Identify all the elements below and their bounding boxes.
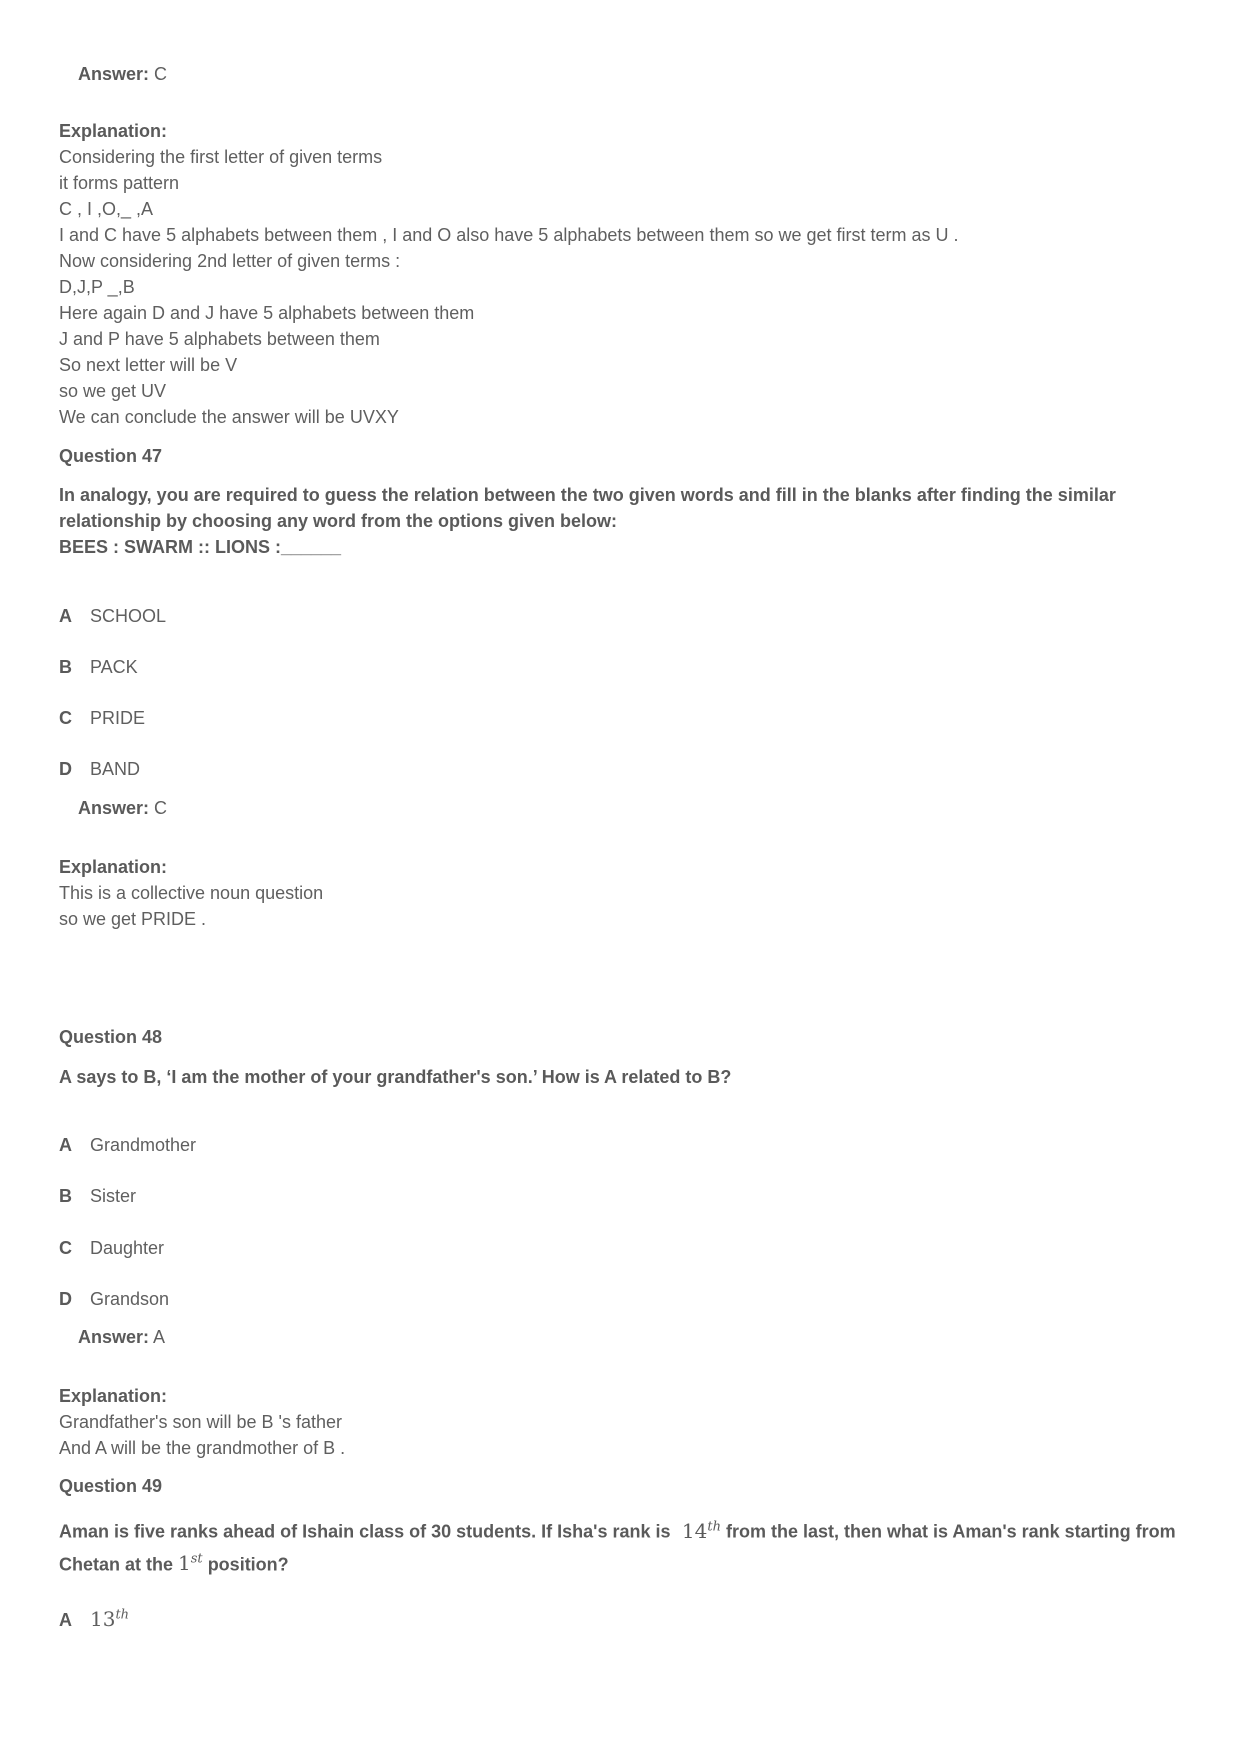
answer-row [78, 798, 167, 819]
question-title: Question 48 [59, 1027, 163, 1047]
explanation-line: Here again D and J have 5 alphabets between them [59, 303, 475, 323]
explanation-line: so we get UV [59, 381, 167, 401]
option-d[interactable] [59, 759, 140, 780]
rank-expression [178, 1551, 203, 1575]
explanation-line: And A will be the grandmother of B . [59, 1438, 346, 1458]
question-title: Question 49 [59, 1476, 163, 1496]
option-letter: A [59, 606, 72, 626]
question-title: Question 47 [59, 446, 163, 466]
option-text: BAND [90, 759, 141, 779]
option-a[interactable] [59, 1135, 196, 1156]
option-b[interactable] [59, 657, 138, 678]
option-a[interactable] [59, 1607, 129, 1631]
answer-label: Answer: [78, 1327, 150, 1347]
answer-label: Answer: [78, 798, 150, 818]
rank-expression [676, 1519, 721, 1543]
question-text: A says to B, ‘I am the mother of your grandfather's son.’ How is A related to B? [59, 1067, 732, 1087]
rank-base: 13 [90, 1607, 116, 1631]
explanation-label: Explanation: [59, 121, 168, 141]
option-letter: D [59, 1289, 72, 1309]
question-text-part: Chetan at the [59, 1554, 174, 1575]
question-text [59, 482, 1179, 560]
option-letter: B [59, 657, 72, 677]
rank-base: 14 [681, 1518, 708, 1543]
explanation-line: Grandfather's son will be B 's father [59, 1412, 343, 1432]
explanation-line: Now considering 2nd letter of given terms : [59, 251, 401, 271]
option-text: Grandson [90, 1289, 170, 1309]
option-letter: A [59, 1135, 72, 1155]
answer-label: Answer: [78, 64, 150, 84]
explanation-line: it forms pattern [59, 173, 180, 193]
explanation-block [59, 118, 959, 430]
explanation-block [59, 854, 323, 932]
option-a[interactable] [59, 606, 166, 627]
option-letter: A [59, 1610, 72, 1630]
option-letter: B [59, 1186, 72, 1206]
question-text-line: relationship by choosing any word from the options given below: [59, 511, 618, 531]
option-text: Daughter [90, 1238, 165, 1258]
option-d[interactable] [59, 1289, 169, 1310]
explanation-line: We can conclude the answer will be UVXY [59, 407, 399, 427]
answer-row [78, 64, 167, 85]
option-c[interactable] [59, 708, 145, 729]
explanation-line: I and C have 5 alphabets between them , I and O also have 5 alphabets between them so we get first term as U . [59, 225, 959, 245]
question-text [59, 1513, 1179, 1578]
explanation-block [59, 1383, 345, 1461]
explanation-line: This is a collective noun question [59, 883, 324, 903]
explanation-label: Explanation: [59, 857, 168, 877]
option-letter: C [59, 708, 72, 728]
question-text-part: from the last, then what is Aman's rank starting from [725, 1521, 1176, 1542]
rank-base: 1 [178, 1551, 191, 1576]
question-text-part: position? [207, 1554, 289, 1575]
option-text: Sister [90, 1186, 137, 1206]
option-text: Grandmother [90, 1135, 197, 1155]
answer-row [78, 1327, 165, 1348]
rank-suffix: th [115, 1607, 130, 1623]
explanation-line: C , I ,O,_ ,A [59, 199, 154, 219]
explanation-line: So next letter will be V [59, 355, 238, 375]
option-text: SCHOOL [90, 606, 167, 626]
rank-suffix: st [190, 1551, 203, 1567]
explanation-line: so we get PRIDE . [59, 909, 207, 929]
explanation-line: D,J,P _,B [59, 277, 135, 297]
question-text-line: In analogy, you are required to guess the relation between the two given words and fill in the blanks after finding the similar [59, 485, 1116, 505]
option-text: PACK [90, 657, 138, 677]
rank-suffix: th [707, 1519, 721, 1534]
option-text [90, 1607, 129, 1631]
explanation-line: Considering the first letter of given terms [59, 147, 383, 167]
option-letter: D [59, 759, 72, 779]
option-text: PRIDE [90, 708, 146, 728]
option-c[interactable] [59, 1238, 164, 1259]
answer-value: A [153, 1327, 166, 1347]
explanation-line: J and P have 5 alphabets between them [59, 329, 380, 349]
question-text-line: BEES : SWARM :: LIONS :______ [59, 537, 342, 557]
explanation-label: Explanation: [59, 1386, 168, 1406]
answer-value: C [154, 64, 168, 84]
question-text-part: Aman is five ranks ahead of Ishain class of 30 students. If Isha's rank is [59, 1521, 671, 1542]
answer-value: C [154, 798, 168, 818]
option-letter: C [59, 1238, 72, 1258]
option-b[interactable] [59, 1186, 136, 1207]
